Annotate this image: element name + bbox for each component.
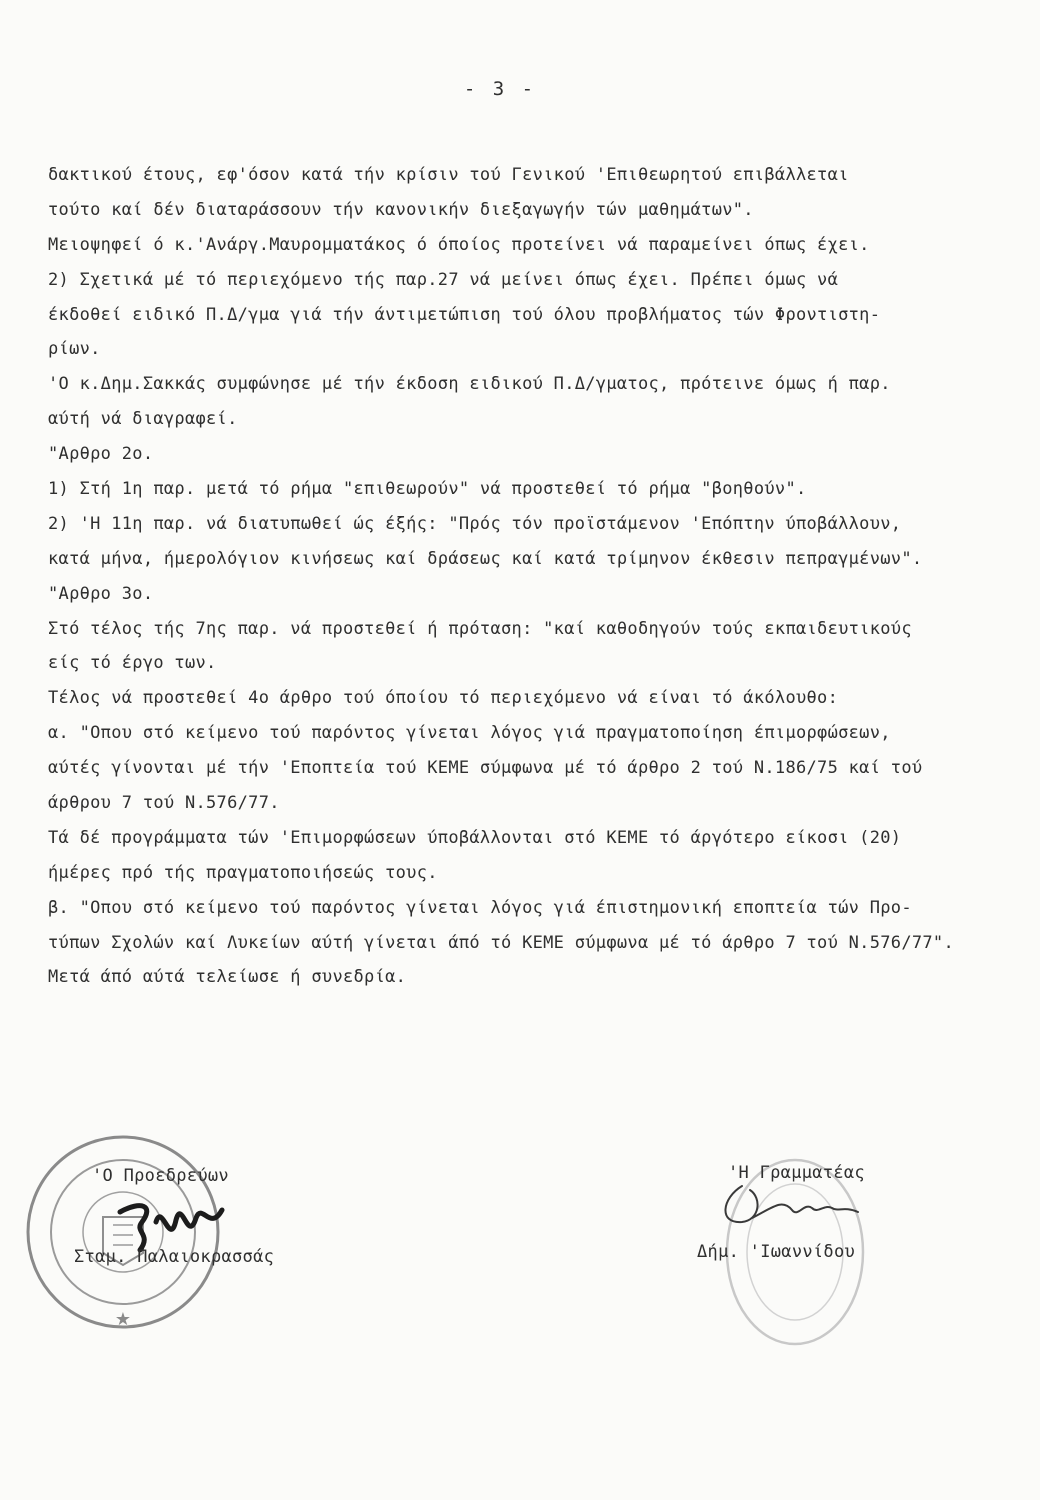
text-line: τύπων Σχολών καί Λυκείων αύτή γίνεται άπό τό ΚΕΜΕ σύμφωνα μέ τό άρθρο 7 τού Ν.576/77". <box>48 932 954 953</box>
text-line: ρίων. <box>48 339 101 360</box>
text-line: Μειοψηφεί ό κ.'Ανάργ.Μαυρομματάκος ό όποίος προτείνει νά παραμείνει όπως έχει. <box>48 234 870 255</box>
text-line: 'Ο κ.Δημ.Σακκάς συμφώνησε μέ τήν έκδοση ειδικού Π.Δ/γματος, πρότεινε όμως ή παρ. <box>48 374 891 395</box>
text-line: δακτικού έτους, εφ'όσον κατά τήν κρίσιν τού Γενικού 'Επιθεωρητού επιβάλλεται <box>48 165 849 185</box>
text-line: Τέλος νά προστεθεί 4ο άρθρο τού όποίου τό περιεχόμενο νά είναι τό άκόλουθο: <box>48 688 839 709</box>
text-line: 2) 'Η 11η παρ. νά διατυπωθεί ώς έξής: "Πρός τόν προϊστάμενον 'Επόπτην ύποβάλλουν, <box>48 513 902 534</box>
left-signatory-name: Σταμ. Παλαιοκρασσάς <box>74 1247 275 1267</box>
text-line: είς τό έργο των. <box>48 653 217 674</box>
text-line: Τά δέ προγράμματα τών 'Επιμορφώσεων ύποβάλλονται στό ΚΕΜΕ τό άργότερο είκοσι (20) <box>48 827 902 848</box>
text-line: αύτή νά διαγραφεί. <box>48 409 238 430</box>
text-line: κατά μήνα, ήμερολόγιον κινήσεως καί δράσεως καί κατά τρίμηνον έκθεσιν πεπραγμένων". <box>48 548 923 569</box>
text-line: άρθρου 7 τού Ν.576/77. <box>48 793 280 814</box>
text-line: Στό τέλος τής 7ης παρ. νά προστεθεί ή πρόταση: "καί καθοδηγούν τούς εκπαιδευτικούς <box>48 618 912 639</box>
body-text <box>48 158 1028 995</box>
handwritten-signature-right <box>712 1178 872 1238</box>
text-line: 2) Σχετικά μέ τό περιεχόμενο τής παρ.27 νά μείνει όπως έχει. Πρέπει όμως νά <box>48 269 839 290</box>
text-line: ήμέρες πρό τής πραγματοποιήσεώς τους. <box>48 862 438 883</box>
text-line: "Αρθρο 2ο. <box>48 444 154 465</box>
text-line: τούτο καί δέν διαταράσσουν τήν κανονικήν διεξαγωγήν τών μαθημάτων". <box>48 199 754 220</box>
text-line: α. "Οπου στό κείμενο τού παρόντος γίνεται λόγος γιά πραγματοποίηση έπιμορφώσεων, <box>48 723 891 744</box>
left-signatory-title: 'Ο Προεδρεύων <box>92 1166 229 1186</box>
right-signatory-title: 'Η Γραμματέας <box>728 1163 865 1183</box>
text-line: Μετά άπό αύτά τελείωσε ή συνεδρία. <box>48 967 407 988</box>
text-line: β. "Οπου στό κείμενο τού παρόντος γίνεται λόγος γιά έπιστημονική εποπτεία τών Προ- <box>48 897 912 918</box>
svg-text:★: ★ <box>114 1309 132 1330</box>
text-line: 1) Στή 1η παρ. μετά τό ρήμα "επιθεωρούν" νά προστεθεί τό ρήμα "βοηθούν". <box>48 479 807 500</box>
text-line: έκδοθεί ειδικό Π.Δ/γμα γιά τήν άντιμετώπιση τού όλου προβλήματος τών Φροντιστη- <box>48 304 881 325</box>
text-line: "Αρθρο 3ο. <box>48 583 154 604</box>
right-signatory-name: Δήμ. 'Ιωαννίδου <box>697 1242 856 1262</box>
text-line: αύτές γίνονται μέ τήν 'Εποπτεία τού ΚΕΜΕ σύμφωνα μέ τό άρθρο 2 τού Ν.186/75 καί τού <box>48 758 923 779</box>
page-number: - 3 - <box>463 78 537 100</box>
